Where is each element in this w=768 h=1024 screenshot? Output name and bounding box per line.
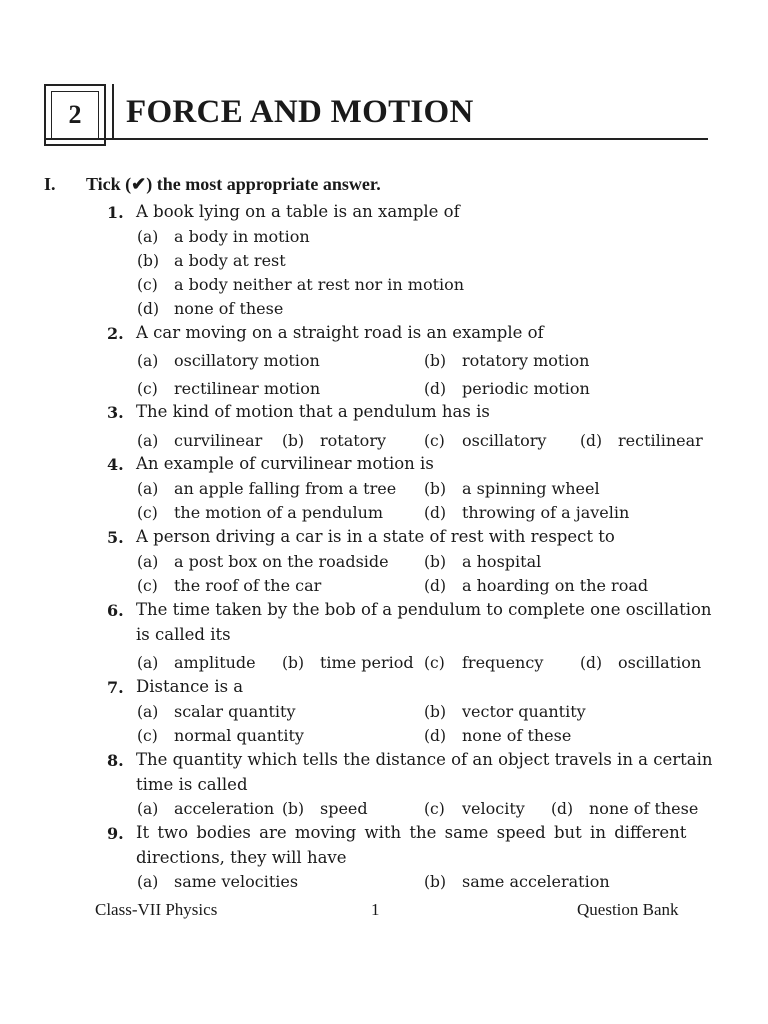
question-number: 3. <box>107 403 124 422</box>
option-text: oscillatory motion <box>174 351 320 370</box>
option-text: the roof of the car <box>174 576 322 595</box>
option-label: (a) <box>137 873 159 891</box>
option-text: velocity <box>462 799 525 818</box>
option-label: (d) <box>137 300 160 318</box>
option-label: (c) <box>137 727 158 745</box>
question-text: The kind of motion that a pendulum has is <box>136 402 490 421</box>
option-label: (c) <box>424 654 445 672</box>
option-label: (c) <box>137 504 158 522</box>
option-label: (d) <box>424 380 447 398</box>
option-label: (c) <box>137 577 158 595</box>
option-label: (a) <box>137 352 159 370</box>
option-label: (b) <box>282 432 305 450</box>
option-text: amplitude <box>174 653 256 672</box>
footer-book-title: Question Bank <box>577 900 679 919</box>
option-text: a post box on the roadside <box>174 552 389 571</box>
question-text: A book lying on a table is an xample of <box>136 202 460 221</box>
option-text: a spinning wheel <box>462 479 600 498</box>
option-label: (d) <box>424 577 447 595</box>
question-text: It two bodies are moving with the same speed but in different <box>136 823 687 842</box>
question-number: 8. <box>107 751 124 770</box>
option-label: (b) <box>282 654 305 672</box>
option-text: none of these <box>589 799 699 818</box>
section-instruction: Tick (✔) the most appropriate answer. <box>86 174 381 194</box>
chapter-number-box <box>44 84 106 146</box>
option-text: oscillatory <box>462 431 547 450</box>
header-divider <box>112 84 114 140</box>
option-text: rectilinear <box>618 431 703 450</box>
option-label: (c) <box>137 276 158 294</box>
option-label: (b) <box>424 873 447 891</box>
option-label: (b) <box>424 553 447 571</box>
question-text-continued: time is called <box>136 775 248 794</box>
option-label: (b) <box>424 352 447 370</box>
option-label: (d) <box>580 654 603 672</box>
option-label: (a) <box>137 480 159 498</box>
option-label: (a) <box>137 553 159 571</box>
option-text: none of these <box>462 726 572 745</box>
question-text: A person driving a car is in a state of rest with respect to <box>136 527 615 546</box>
option-text: acceleration <box>174 799 275 818</box>
question-text: Distance is a <box>136 677 244 696</box>
question-number: 2. <box>107 324 124 343</box>
option-label: (c) <box>424 800 445 818</box>
question-text: An example of curvilinear motion is <box>136 454 434 473</box>
option-label: (b) <box>137 252 160 270</box>
page-number: 1 <box>371 900 380 919</box>
question-number: 1. <box>107 203 124 222</box>
footer-class-label: Class-VII Physics <box>95 900 218 919</box>
header-rule <box>44 138 708 140</box>
question-number: 7. <box>107 678 124 697</box>
option-label: (a) <box>137 800 159 818</box>
option-text: scalar quantity <box>174 702 296 721</box>
option-text: throwing of a javelin <box>462 503 630 522</box>
section-number: I. <box>44 174 56 194</box>
option-label: (b) <box>424 703 447 721</box>
option-text: none of these <box>174 299 284 318</box>
option-label: (d) <box>551 800 574 818</box>
option-label: (d) <box>580 432 603 450</box>
option-text: rectilinear motion <box>174 379 321 398</box>
option-text: a hoarding on the road <box>462 576 649 595</box>
question-text: A car moving on a straight road is an example of <box>136 323 544 342</box>
option-text: curvilinear <box>174 431 263 450</box>
question-text-continued: is called its <box>136 625 231 644</box>
option-label: (a) <box>137 654 159 672</box>
option-text: periodic motion <box>462 379 590 398</box>
option-text: rotatory <box>320 431 386 450</box>
option-label: (d) <box>424 727 447 745</box>
chapter-number: 2 <box>51 91 99 139</box>
option-label: (c) <box>137 380 158 398</box>
question-text: The time taken by the bob of a pendulum to complete one oscillation <box>136 600 712 619</box>
option-label: (b) <box>424 480 447 498</box>
option-text: normal quantity <box>174 726 304 745</box>
question-text: The quantity which tells the distance of an object travels in a certain <box>136 750 713 769</box>
question-number: 5. <box>107 528 124 547</box>
option-text: rotatory motion <box>462 351 590 370</box>
option-text: vector quantity <box>462 702 586 721</box>
question-text-continued: directions, they will have <box>136 848 347 867</box>
option-label: (d) <box>424 504 447 522</box>
option-label: (a) <box>137 703 159 721</box>
option-text: the motion of a pendulum <box>174 503 384 522</box>
option-text: speed <box>320 799 368 818</box>
option-text: a hospital <box>462 552 542 571</box>
option-text: a body at rest <box>174 251 286 270</box>
question-number: 4. <box>107 455 124 474</box>
option-text: time period <box>320 653 414 672</box>
option-label: (a) <box>137 228 159 246</box>
option-text: same acceleration <box>462 872 610 891</box>
option-text: frequency <box>462 653 544 672</box>
question-number: 9. <box>107 824 124 843</box>
option-label: (b) <box>282 800 305 818</box>
option-text: an apple falling from a tree <box>174 479 397 498</box>
option-label: (a) <box>137 432 159 450</box>
option-text: oscillation <box>618 653 702 672</box>
option-text: a body in motion <box>174 227 310 246</box>
option-text: same velocities <box>174 872 299 891</box>
option-text: a body neither at rest nor in motion <box>174 275 465 294</box>
question-number: 6. <box>107 601 124 620</box>
option-label: (c) <box>424 432 445 450</box>
chapter-title: FORCE AND MOTION <box>126 94 474 130</box>
